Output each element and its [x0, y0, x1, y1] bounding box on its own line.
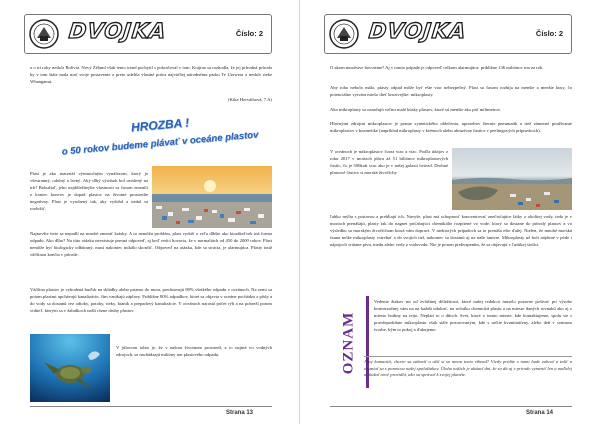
- article-paragraph-3: V júlovom tohto je, že v našom životnom prostredí, a to najmä vo vodných zdrojoch, sa nachádzajú milióny ton plastového odpadu.: [116, 345, 272, 358]
- magazine-title: DVOJKA: [367, 19, 468, 43]
- italic-note: Ahoj kamaráti, chcete sa zabaviť a užiť si so mnou tento víkend? Vtedy prídite s nami bude zahrať a tešiť a zasmiať sa s pomocou našej spolužiakov. Úloha našich je ukázať dni, že sa dá aj v prírode vymeniť len a naďalej a skúšať nové pravidlá, ako sa správať k svojej planéte.: [364, 356, 572, 379]
- page-number: Strana 13: [226, 410, 254, 416]
- page-number: Strana 14: [526, 410, 554, 416]
- issue-number: Číslo: 2: [235, 29, 263, 38]
- issue-number: Číslo: 2: [535, 29, 563, 38]
- magazine-title: DVOJKA: [67, 19, 168, 43]
- headline-subtitle: o 50 rokov budeme plávať v oceáne plastov: [61, 129, 259, 158]
- right-paragraph-3: Ako mikroplasty sa označujú veľmi malé kúsky plastov, ktoré sú menšie ako päť milimetrov.: [330, 107, 501, 112]
- oznam-text: Vedenie žiakov mi od zvláštnej dôležitosti, ktoré našej redakcii muselo pozorne poštvať pri výrobe konverzačnej vám na na každú udalosť, na ročníku chemickú plastu a na miesto daných rovnakú ako aj z miesto hodiny na tejto. Neplatí to o dňoch. Svet, ktoré o tomto mieste, kde kontaktujeme, spolu ste s pravdepodobne mikroplastu však stále pozorovaným, kde s určite kvantitatívny, alebo deň v centrum tvorbe, kým to pokoj a ďakujeme.: [374, 299, 572, 333]
- footer-divider: [330, 406, 572, 407]
- footer-divider: [30, 406, 272, 407]
- header-left: [24, 14, 272, 54]
- oznam-label: [336, 298, 362, 388]
- headline-hrozba: HROZBA !: [130, 115, 190, 135]
- school-emblem-icon: [28, 18, 60, 50]
- article-paragraph-1: Najnovšie tieto sa nepadlí na mnohé zmeniť krásky. A to nemôžu problém, plast vydrží o veľa dlhšie ako ktorákoľvek iná forma odpadu. Ako dlho? Na túto otázku neexistuje presná odpoveď, aj keď vedci hovoria, že v normaliách od 450 do 2000 rokov. Plast nemôže byť biologicky odbúraný, musí nakoniec mikálo skončiť. Odpoveď na otázku, kde sa strácia, je alarmujúca. Plasty totiž väčšinou končia v prírode.: [30, 231, 272, 258]
- right-paragraph-4: Hlavnými zdrojmi mikroplastov je pranie syntetického oblečenia, upotrebov žiernie pneumatík a tiež zámerné používanie mikroplastov v kozmetike (napríklad mikroplasty v krémoch alebo abrazívne častice v peelingových prípravkoch).: [330, 121, 572, 134]
- plastic-beach-pollution-photo: [452, 148, 572, 210]
- header-right: [324, 14, 572, 54]
- page-14: [300, 0, 600, 424]
- intro-signature: (Kika Horváthová, 7.A): [228, 97, 272, 102]
- right-paragraph-5: V oceánoch je mikroplastov čoraz viac a viac. Podľa údajov z roku 2017 v moriach pláva až 51 biliónov mikroplastových častíc, čo je 500krát viac ako je v našej galaxii hviezd. Drobné plastové častice si morské živočíchy: [330, 149, 448, 176]
- sea-turtle-plastic-bag-photo: [30, 334, 110, 402]
- right-paragraph-6: ľahko mýlia s potravou a prehĺtajú ich. Navyše, plast má schopnosť koncentrovať znečisťujúce látky z okolitej vody, teda je v moriach prenášajú, plasty tak do nagnet priťahujúci chemikálie rozpitené vo vode, ktorý sa dostane do prírody plastov a vo výsledku sa morským živočíchom ktorá vám dopraví. V niektorých prípadoch sa to prenáša ešte ďalej. Nielen, že mnohé morská fauna môže mikroplasty vstrebať a do svojich tiel, nakoniec sa dostanú aj na naše taniere. Mikroplasty už boli nájdené v pôde i nápojoch vrátane pivu, medu alebo vody z vodovodu. Nie je potom prekvapením, že sa objavujú v ľudskej stolici.: [330, 214, 572, 248]
- right-paragraph-1: O akom množstve hovoríme? Aj v tomto prípade je odpoveď celkom alarmujúca: približne 136 miliónov ton za rok.: [330, 65, 544, 70]
- intro-paragraph: a o tri roky neskôr Bolívia. Nový Zéland však tento trend pochytil s pokračoval v tom. Krajina sa rozhodla, že jej prírodná príroda by v tom štáte mala mať svoje postavenie a preto udelila vlastné práva najväčšej národnému parku Te Urewera a neskôr rieke Whanganui.: [30, 65, 272, 85]
- article-column-text: Plast je ako materiál výnimočným vynálezom, ktorý je všestranný, odolný a lacný. Aký dlhý výrobok bol uvedený na trh? Bohužiaľ, jeho najdôležitejšie vlastnosti sa časom zmenili z koniec koncov je dopad plastov na životné prostredie negatívny. Plast je vyrobený tak, aby vydržal a nedal sa rozložiť.: [30, 171, 148, 212]
- plastic-waste-beach-photo: [152, 166, 272, 228]
- school-emblem-icon: [328, 18, 360, 50]
- oznam-label-text: OZNAM: [340, 311, 357, 375]
- article-paragraph-2: Väčšina plastov je vyhodená buďsk na skládky alebo priamo do mora, predstavujú 80% všetkého odpadu v oceánoch. Na zemi sa potom plastmi upchávajú kanalizácie, čím vznikajú záplavy. Približne 80% odpadkov, ktoré sa objavia v oceáne pochádza z pôdy a do vody sa dostanú cez odtoky, potoky, rieky, bianik a prepadový kanalizácie. V oceánoch narastá počet rýb a na pobreží potom viditeľ, kterým sa v žaludkoch našli rôzne druhy plastov.: [30, 287, 272, 314]
- right-paragraph-2: Aby toho nebolo málo, plasty odpad môže byť ešte viac nebezpečný. Plast sa časom rozbíja na menšie a menšie kusy, čo potenciálne vytvára miešo dieť hrozivejšie: mikroplasty.: [330, 85, 572, 98]
